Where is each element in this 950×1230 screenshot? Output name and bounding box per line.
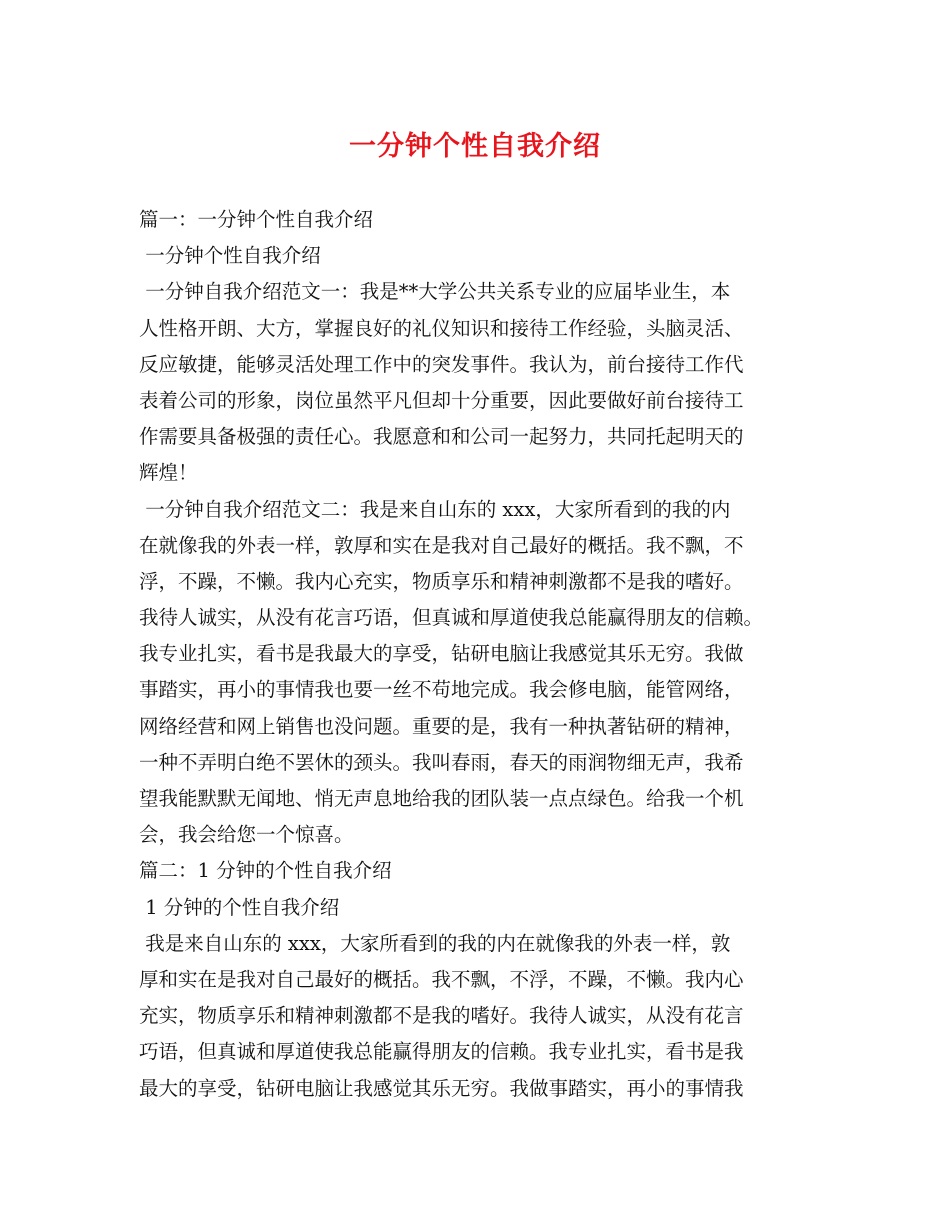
paragraph-line: 巧语，但真诚和厚道使我总能赢得朋友的信赖。我专业扎实，看书是我: [139, 1040, 744, 1064]
paragraph-line: 充实，物质享乐和精神刺激都不是我的嗜好。我待人诚实，从没有花言: [139, 1004, 744, 1028]
paragraph-line: 我是来自山东的 xxx，大家所看到的我的内在就像我的外表一样，敦: [139, 931, 731, 955]
paragraph-line: 望我能默默无闻地、悄无声息地给我的团队装一点点绿色。给我一个机: [139, 787, 744, 810]
document-title: 一分钟个性自我介绍: [349, 131, 601, 162]
paragraph-line: 我待人诚实，从没有花言巧语，但真诚和厚道使我总能赢得朋友的信赖。: [139, 606, 764, 630]
paragraph-line: 最大的享受，钻研电脑让我感觉其乐无穷。我做事踏实，再小的事情我: [139, 1076, 744, 1100]
paragraph-line: 事踏实，再小的事情我也要一丝不苟地完成。我会修电脑，能管网络，: [139, 678, 744, 702]
paragraph-line: 人性格开朗、大方，掌握良好的礼仪知识和接待工作经验，头脑灵活、: [139, 316, 744, 340]
paragraph-line: 厚和实在是我对自己最好的概括。我不飘，不浮，不躁，不懒。我内心: [139, 967, 744, 991]
paragraph-line: 我专业扎实，看书是我最大的享受，钻研电脑让我感觉其乐无穷。我做: [139, 642, 744, 666]
paragraph-line: 在就像我的外表一样，敦厚和实在是我对自己最好的概括。我不飘，不: [139, 533, 744, 557]
paragraph-line: 一分钟自我介绍范文一：我是**大学公共关系专业的应届毕业生，本: [139, 280, 731, 304]
paragraph-line: 一分钟个性自我介绍: [139, 244, 321, 268]
paragraph-line: 辉煌！: [139, 461, 198, 485]
paragraph-line: 反应敏捷，能够灵活处理工作中的突发事件。我认为，前台接待工作代: [139, 352, 744, 376]
paragraph-line: 篇二：1 分钟的个性自我介绍: [139, 859, 392, 883]
paragraph-line: 篇一：一分钟个性自我介绍: [139, 208, 374, 231]
paragraph-line: 会，我会给您一个惊喜。: [139, 823, 354, 847]
paragraph-line: 浮，不躁，不懒。我内心充实，物质享乐和精神刺激都不是我的嗜好。: [139, 569, 744, 593]
paragraph-line: 网络经营和网上销售也没问题。重要的是，我有一种执著钻研的精神，: [139, 714, 744, 738]
document-body: [139, 202, 819, 1107]
paragraph-line: 一分钟自我介绍范文二：我是来自山东的 xxx，大家所看到的我的内: [139, 497, 731, 521]
paragraph-line: 作需要具备极强的责任心。我愿意和和公司一起努力，共同托起明天的: [139, 425, 744, 449]
paragraph-line: 一种不弄明白绝不罢休的颈头。我叫春雨，春天的雨润物细无声，我希: [139, 750, 744, 774]
paragraph-line: 表着公司的形象，岗位虽然平凡但却十分重要，因此要做好前台接待工: [139, 388, 744, 412]
paragraph-line: 1 分钟的个性自我介绍: [139, 895, 340, 919]
